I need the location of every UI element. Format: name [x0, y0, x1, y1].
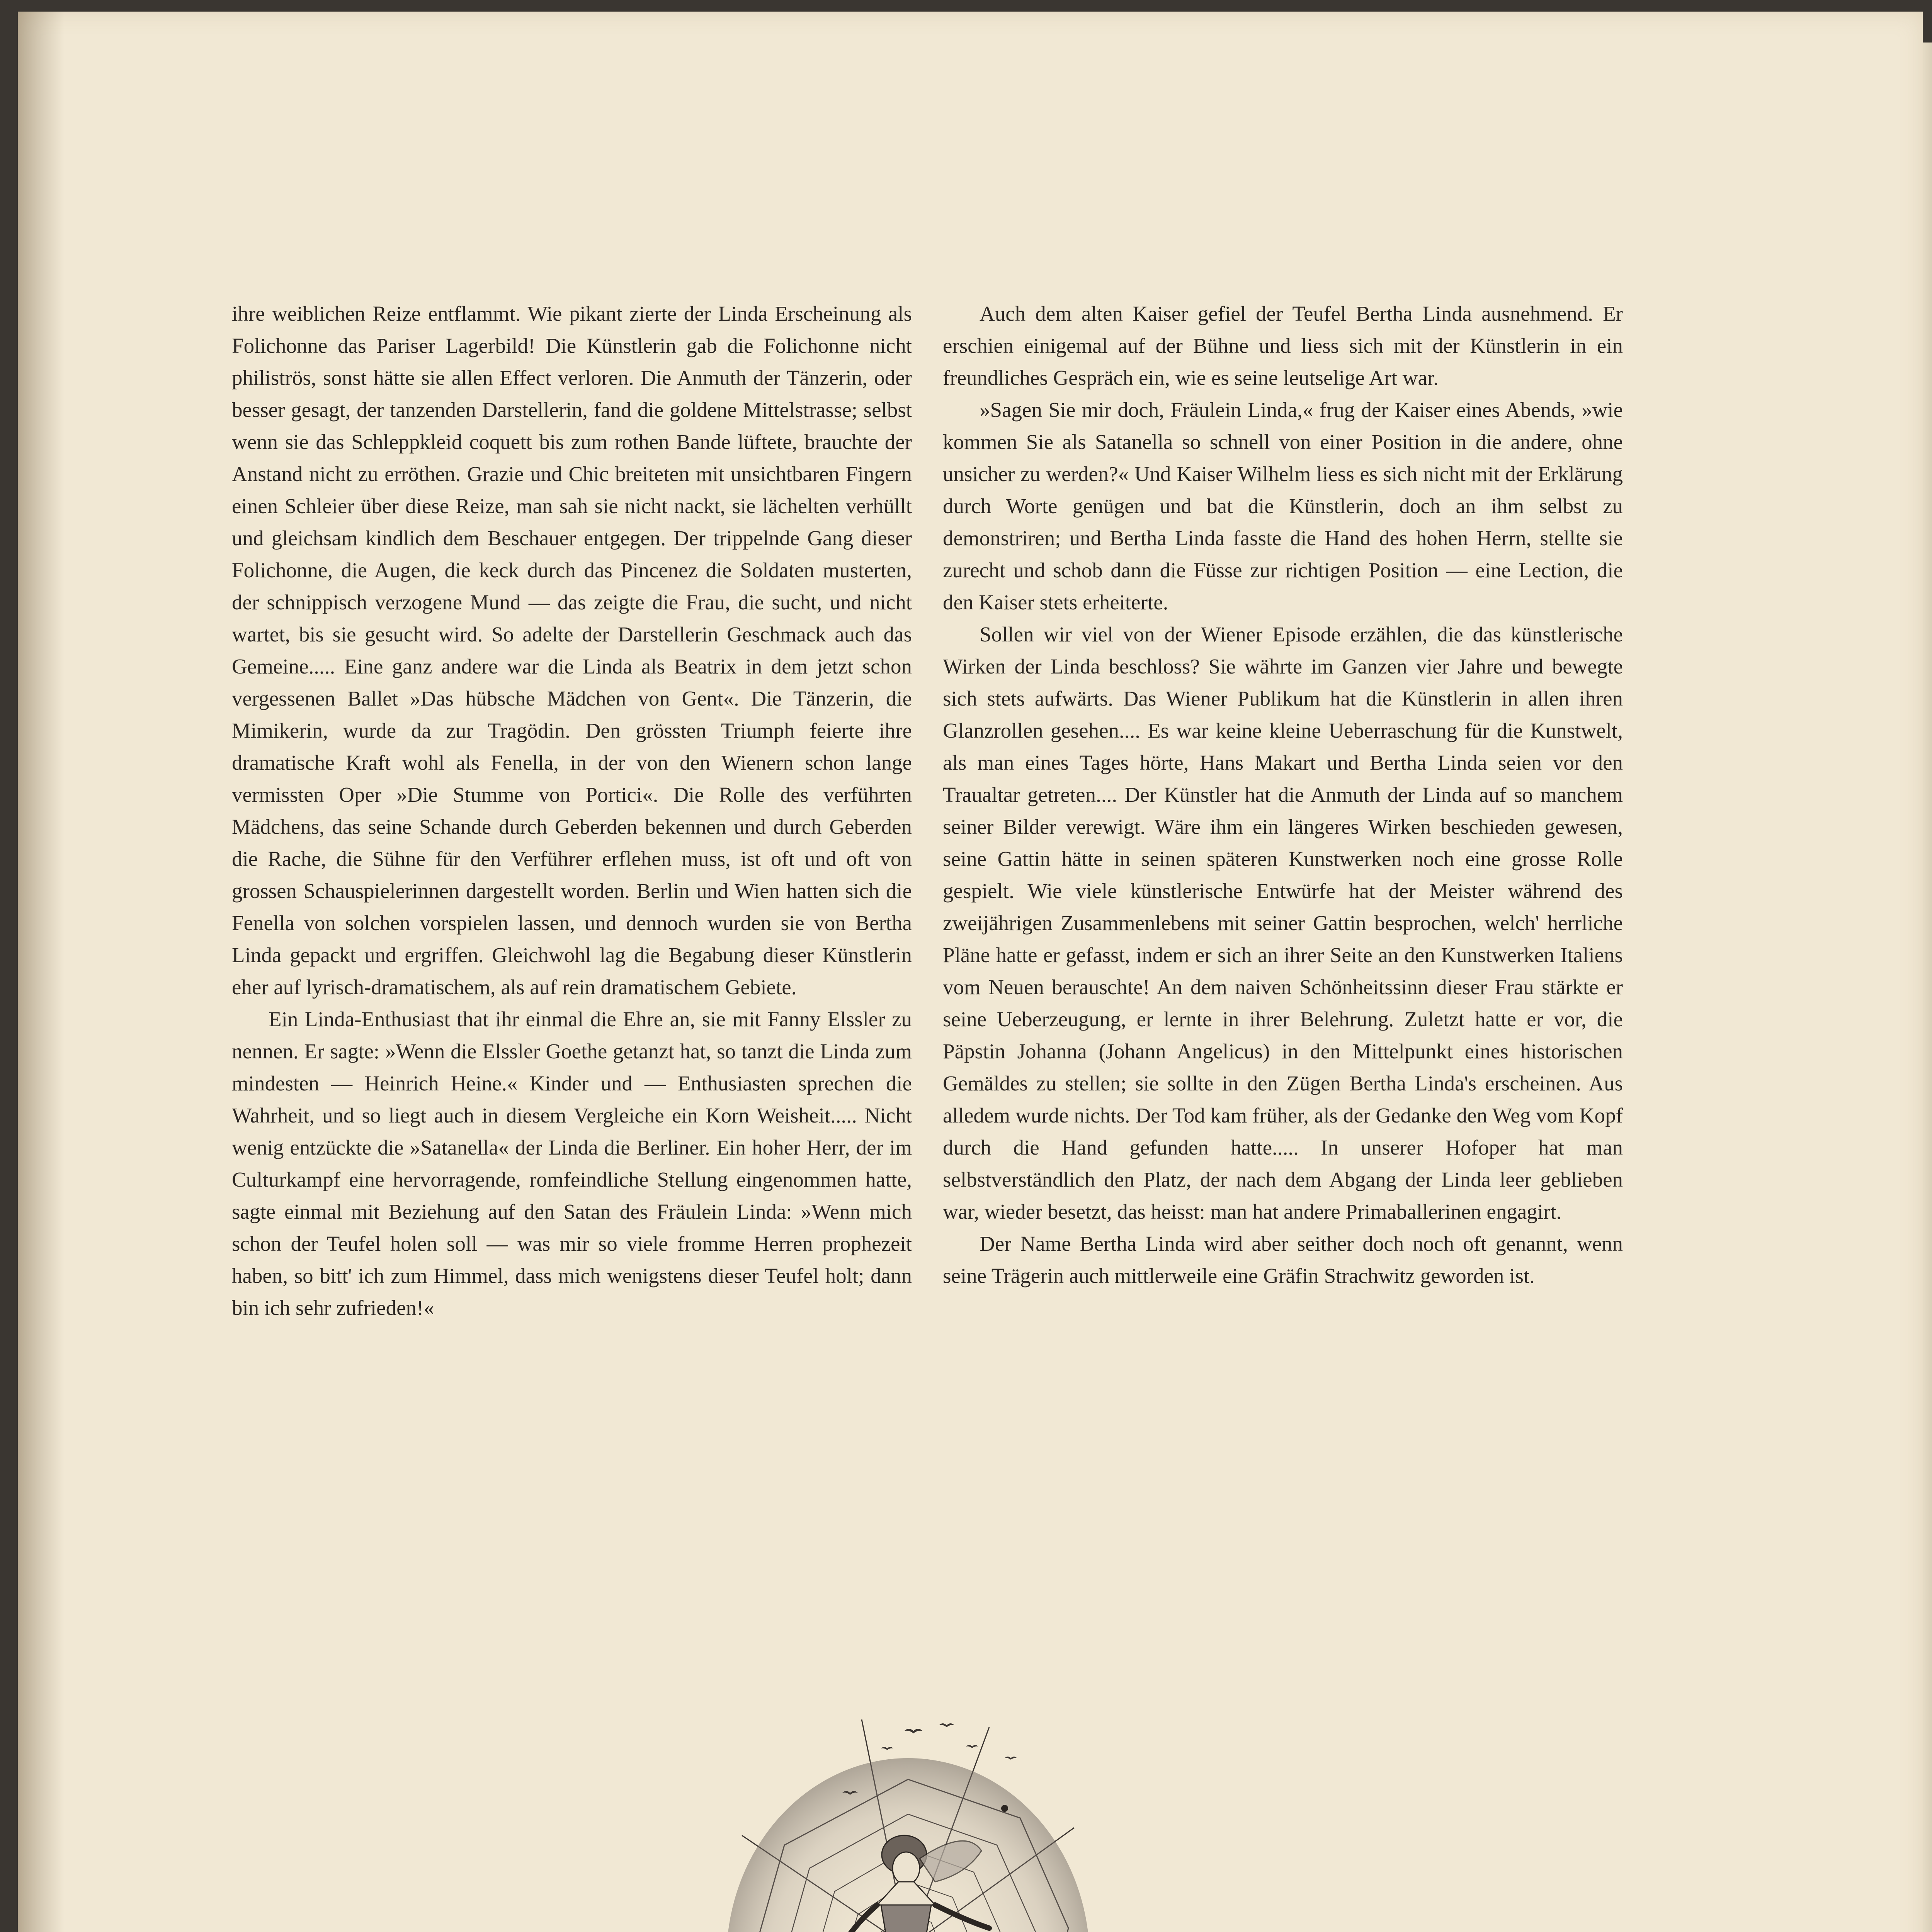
- right-text-column: [943, 298, 1623, 1292]
- paragraph: ihre weiblichen Reize entflammt. Wie pikant zierte der Linda Erscheinung als Folichonne das Pariser Lagerbild! Die Künstlerin gab die Folichonne nicht philiströs, sonst hätte sie allen Effect verloren. Die Anmuth der Tänzerin, oder besser gesagt, der tanzenden Darstellerin, fand die goldene Mittelstrasse; selbst wenn sie das Schleppkleid coquett bis zum rothen Bande lüftete, brauchte der Anstand nicht zu erröthen. Grazie und Chic breiteten mit unsichtbaren Fingern einen Schleier über diese Reize, man sah sie nicht nackt, sie lächelten verhüllt und gleichsam kindlich dem Beschauer entgegen. Der trippelnde Gang dieser Folichonne, die Augen, die keck durch das Pincenez die Soldaten musterten, der schnippisch verzogene Mund — das zeigte die Frau, die sucht, und nicht wartet, bis sie gesucht wird. So adelte der Darstellerin Geschmack auch das Gemeine..... Eine ganz andere war die Linda als Beatrix in dem jetzt schon vergessenen Ballet »Das hübsche Mädchen von Gent«. Die Tänzerin, die Mimikerin, wurde da zur Tragödin. Den grössten Triumph feierte ihre dramatische Kraft wohl als Fenella, in der von den Wienern schon lange vermissten Oper »Die Stumme von Portici«. Die Rolle des verführten Mädchens, das seine Schande durch Geberden bekennen und durch Geberden die Rache, die Sühne für den Verführer erflehen muss, ist oft und oft von grossen Schauspielerinnen dargestellt worden. Berlin und Wien hatten sich die Fenella von solchen vorspielen lassen, und dennoch wurden sie von Bertha Linda gepackt und ergriffen. Gleichwohl lag die Begabung dieser Künstlerin eher auf lyrisch-dramatischem, als auf rein dramatischem Gebiete.: [232, 302, 912, 999]
- page-edge: [1923, 43, 1932, 1932]
- dancer-in-web-illustration: [688, 1712, 1128, 1932]
- paragraph: Auch dem alten Kaiser gefiel der Teufel Bertha Linda ausnehmend. Er erschien einigemal auf der Bühne und liess sich mit der Künstlerin in ein freundliches Gespräch ein, wie es seine leutselige Art war.: [943, 302, 1623, 389]
- paragraph: Der Name Bertha Linda wird aber seither doch noch oft genannt, wenn seine Trägerin auch mittlerweile eine Gräfin Strachwitz geworden ist.: [943, 1232, 1623, 1287]
- paragraph: Ein Linda-Enthusiast that ihr einmal die Ehre an, sie mit Fanny Elssler zu nennen. Er sagte: »Wenn die Elssler Goethe getanzt hat, so tanzt die Linda zum mindesten — Heinrich Heine.« Kinder und — Enthusiasten sprechen die Wahrheit, und so liegt auch in diesem Vergleiche ein Korn Weisheit..... Nicht wenig entzückte die »Satanella« der Linda die Berliner. Ein hoher Herr, der im Culturkampf eine hervorragende, romfeindliche Stellung eingenommen hatte, sagte einmal mit Beziehung auf den Satan des Fräulein Linda: »Wenn mich schon der Teufel holen soll — was mir so viele fromme Herren prophezeit haben, so bitt' ich zum Himmel, dass mich wenigstens dieser Teufel holt; dann bin ich sehr zufrieden!«: [232, 1007, 912, 1320]
- page-gutter-shadow: [18, 12, 64, 1932]
- left-text-column: [232, 298, 912, 1324]
- paragraph: »Sagen Sie mir doch, Fräulein Linda,« frug der Kaiser eines Abends, »wie kommen Sie als Satanella so schnell von einer Position in die andere, ohne unsicher zu werden?« Und Kaiser Wilhelm liess es sich nicht mit der Erklärung durch Worte genügen und bat die Künstlerin, doch an ihm selbst zu demonstriren; und Bertha Linda fasste die Hand des hohen Herrn, stellte sie zurecht und schob dann die Füsse zur richtigen Position — eine Lection, die den Kaiser stets erheiterte.: [943, 398, 1623, 614]
- paragraph: Sollen wir viel von der Wiener Episode erzählen, die das künstlerische Wirken der Linda beschloss? Sie währte im Ganzen vier Jahre und bewegte sich stets aufwärts. Das Wiener Publikum hat die Künstlerin in allen ihren Glanzrollen gesehen.... Es war keine kleine Ueberraschung für die Kunstwelt, als man eines Tages hörte, Hans Makart und Bertha Linda seien vor den Traualtar getreten.... Der Künstler hat die Anmuth der Linda auf so manchem seiner Bilder verewigt. Wäre ihm ein längeres Wirken beschieden gewesen, seine Gattin hätte in seinen späteren Kunstwerken noch eine grosse Rolle gespielt. Wie viele künstlerische Entwürfe hat der Meister während des zweijährigen Zusammenlebens mit seiner Gattin besprochen, welch' herrliche Pläne hatte er gefasst, indem er sich an ihrer Seite an den Kunstwerken Italiens vom Neuen berauschte! An dem naiven Schönheitssinn dieser Frau stärkte er seine Ueberzeugung, er lernte in ihrer Belehrung. Zuletzt hatte er vor, die Päpstin Johanna (Johann Angelicus) in den Mittelpunkt eines historischen Gemäldes zu stellen; sie sollte in den Zügen Bertha Linda's erscheinen. Aus alledem wurde nichts. Der Tod kam früher, als der Gedanke den Weg vom Kopf durch die Hand gefunden hatte..... In unserer Hofoper hat man selbstverständlich den Platz, der nach dem Abgang der Linda leer geblieben war, wieder besetzt, das heisst: man hat andere Primaballerinen engagirt.: [943, 622, 1623, 1223]
